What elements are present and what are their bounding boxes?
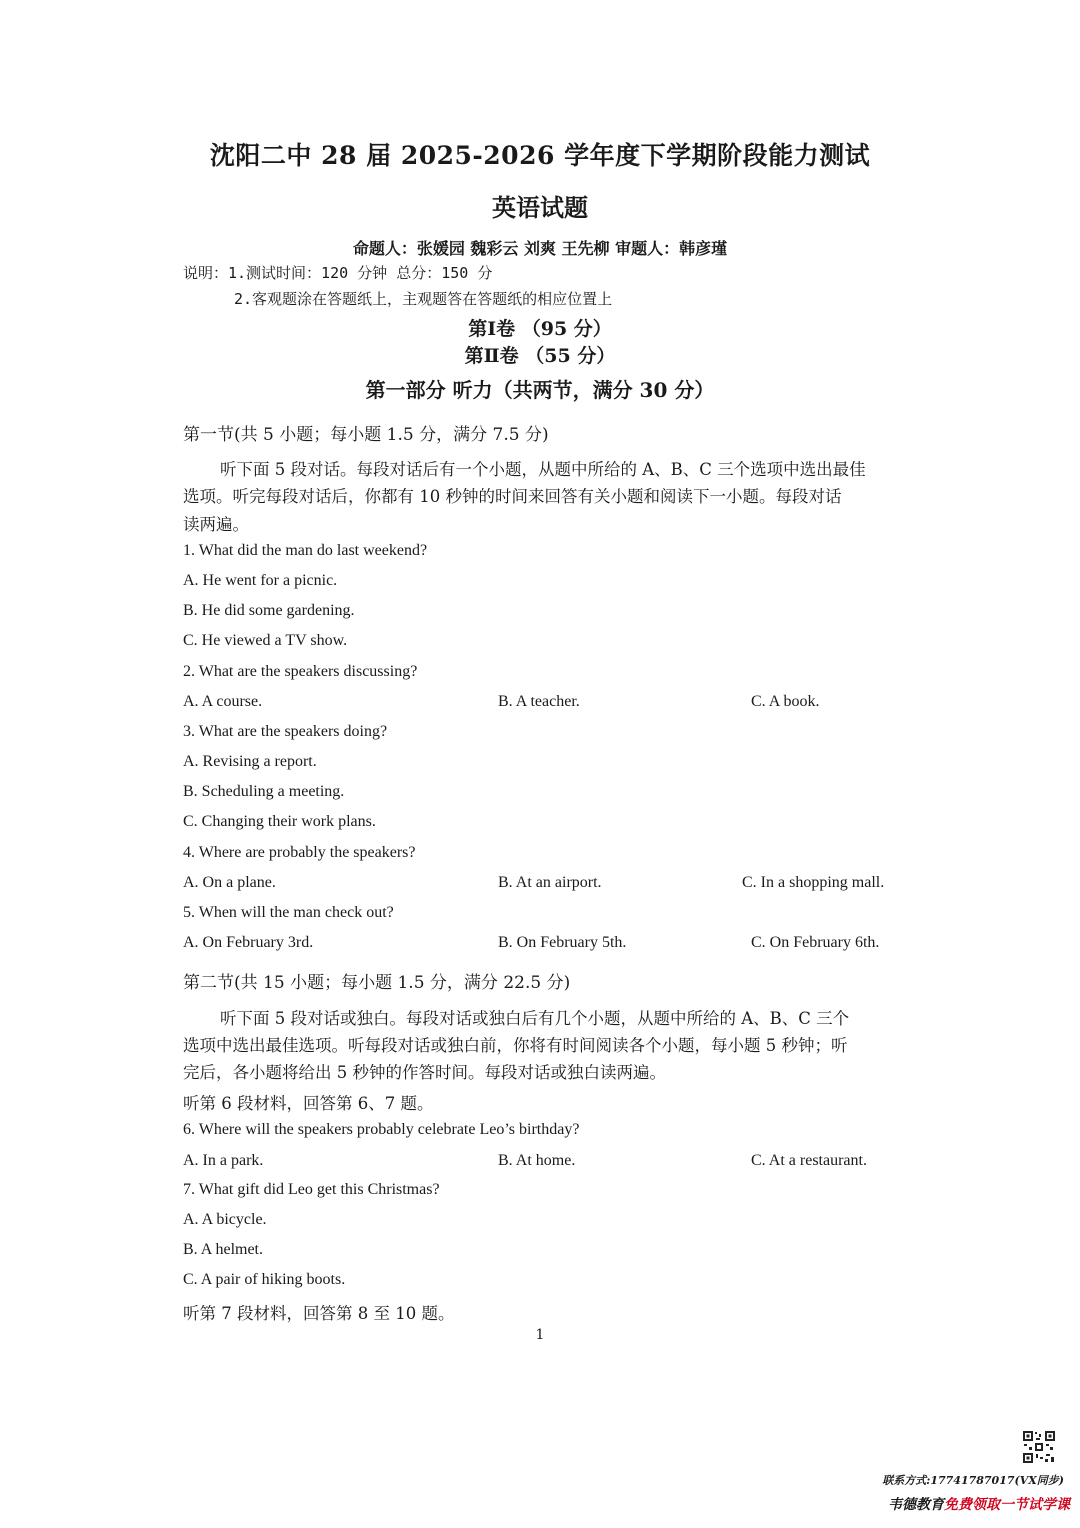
option-2a: A. A course. — [183, 693, 263, 710]
option-6a: A. In a park. — [183, 1152, 264, 1169]
question-7: 7. What gift did Leo get this Christmas? — [183, 1181, 440, 1198]
option-5a: A. On February 3rd. — [183, 934, 314, 951]
option-1a: A. He went for a picnic. — [183, 572, 338, 589]
option-5c: C. On February 6th. — [751, 934, 880, 951]
material-7-prompt: 听第 7 段材料，回答第 8 至 10 题。 — [183, 1304, 455, 1323]
question-1: 1. What did the man do last weekend? — [183, 542, 428, 559]
exam-title: 沈阳二中 28 届 2025-2026 学年度下学期阶段能力测试 — [209, 141, 871, 170]
option-7b: B. A helmet. — [183, 1241, 263, 1258]
option-7a: A. A bicycle. — [183, 1211, 267, 1228]
section-1-instruction-2: 选项。听完每段对话后，你都有 10 秒钟的时间来回答有关小题和阅读下一小题。每段对话 — [183, 487, 842, 506]
section-2-instruction-1: 听下面 5 段对话或独白。每段对话或独白后有几个小题，从题中所给的 A、B、C 三个 — [220, 1009, 850, 1028]
volume-2: 第Ⅱ卷 （55 分） — [464, 345, 616, 367]
material-6-prompt: 听第 6 段材料，回答第 6、7 题。 — [183, 1094, 434, 1113]
volume-1: 第Ⅰ卷 （95 分） — [468, 318, 612, 340]
promo-highlight: 免费领取一节试学课 — [944, 1497, 1070, 1513]
note-line-1: 说明：1.测试时间：120 分钟 总分：150 分 — [183, 264, 493, 282]
qr-code-icon — [1022, 1430, 1056, 1464]
option-5b: B. On February 5th. — [498, 934, 627, 951]
option-4c: C. In a shopping mall. — [742, 874, 885, 891]
option-3c: C. Changing their work plans. — [183, 813, 376, 830]
option-6b: B. At home. — [498, 1152, 576, 1169]
option-2b: B. A teacher. — [498, 693, 580, 710]
option-2c: C. A book. — [751, 693, 820, 710]
exam-subtitle: 英语试题 — [492, 193, 588, 222]
question-6: 6. Where will the speakers probably celebrate Leo’s birthday? — [183, 1121, 580, 1138]
option-6c: C. At a restaurant. — [751, 1152, 867, 1169]
option-4b: B. At an airport. — [498, 874, 602, 891]
part-1-heading: 第一部分 听力（共两节，满分 30 分） — [365, 378, 715, 402]
section-2-heading: 第二节(共 15 小题；每小题 1.5 分，满分 22.5 分) — [183, 973, 571, 993]
option-1c: C. He viewed a TV show. — [183, 632, 348, 649]
promo-prefix: 韦德教育 — [888, 1497, 944, 1513]
section-2-instruction-3: 完后，各小题将给出 5 秒钟的作答时间。每段对话或独白读两遍。 — [183, 1063, 666, 1082]
section-1-heading: 第一节(共 5 小题；每小题 1.5 分，满分 7.5 分) — [183, 425, 549, 445]
section-1-instruction-3: 读两遍。 — [183, 515, 249, 534]
question-4: 4. Where are probably the speakers? — [183, 844, 416, 861]
note-line-2: 2.客观题涂在答题纸上，主观题答在答题纸的相应位置上 — [234, 290, 613, 308]
page-number: 1 — [535, 1327, 545, 1343]
option-3a: A. Revising a report. — [183, 753, 317, 770]
option-1b: B. He did some gardening. — [183, 602, 355, 619]
section-1-instruction-1: 听下面 5 段对话。每段对话后有一个小题，从题中所给的 A、B、C 三个选项中选出最佳 — [220, 460, 866, 479]
section-2-instruction-2: 选项中选出最佳选项。听每段对话或独白前，你将有时间阅读各个小题，每小题 5 秒钟；听 — [183, 1036, 848, 1055]
option-3b: B. Scheduling a meeting. — [183, 783, 345, 800]
question-5: 5. When will the man check out? — [183, 904, 394, 921]
question-3: 3. What are the speakers doing? — [183, 723, 388, 740]
authors-line: 命题人：张媛园 魏彩云 刘爽 王先柳 审题人：韩彦瑾 — [352, 239, 728, 258]
contact-info: 联系方式:17741787017(VX同步) — [882, 1474, 1064, 1487]
option-7c: C. A pair of hiking boots. — [183, 1271, 346, 1288]
option-4a: A. On a plane. — [183, 874, 276, 891]
question-2: 2. What are the speakers discussing? — [183, 663, 418, 680]
promo-banner — [888, 1494, 1070, 1514]
